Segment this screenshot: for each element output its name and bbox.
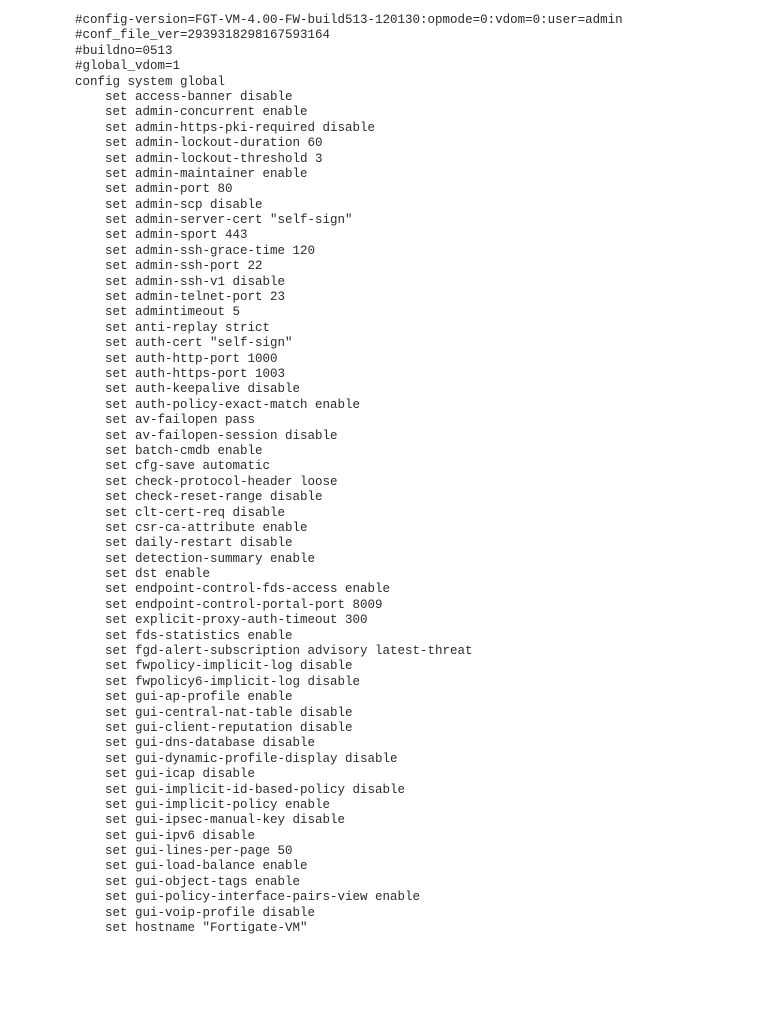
config-setting-line: set admin-concurrent enable — [105, 105, 308, 120]
config-setting-line: set gui-central-nat-table disable — [105, 705, 353, 720]
config-setting-line: set admin-maintainer enable — [105, 166, 308, 181]
config-setting-line: set admin-scp disable — [105, 197, 263, 212]
config-setting-line: set gui-voip-profile disable — [105, 905, 316, 920]
config-setting-line: set endpoint-control-portal-port 8009 — [105, 597, 383, 612]
config-setting-line: set av-failopen pass — [105, 413, 256, 428]
config-setting-line: set admin-server-cert "self-sign" — [105, 213, 353, 228]
config-setting-line: set admin-lockout-duration 60 — [105, 136, 323, 151]
config-listing — [75, 13, 623, 936]
config-setting-line: set daily-restart disable — [105, 536, 293, 551]
config-setting-line: set hostname "Fortigate-VM" — [105, 921, 308, 936]
config-setting-line: set fwpolicy6-implicit-log disable — [105, 674, 361, 689]
config-setting-line: set gui-policy-interface-pairs-view enable — [105, 890, 421, 905]
config-header-comment: #global_vdom=1 — [75, 59, 181, 74]
config-setting-line: set check-reset-range disable — [105, 490, 323, 505]
config-setting-line: set gui-implicit-id-based-policy disable — [105, 782, 406, 797]
config-setting-line: set gui-implicit-policy enable — [105, 797, 331, 812]
config-setting-line: set check-protocol-header loose — [105, 474, 338, 489]
config-setting-line: set admin-ssh-v1 disable — [105, 274, 286, 289]
config-setting-line: set auth-policy-exact-match enable — [105, 397, 361, 412]
config-setting-line: set auth-https-port 1003 — [105, 366, 286, 381]
config-setting-line: set gui-icap disable — [105, 767, 256, 782]
config-header-comment: #config-version=FGT-VM-4.00-FW-build513-120130:opmode=0:vdom=0:user=admin — [75, 13, 623, 27]
config-setting-line: set admin-https-pki-required disable — [105, 120, 376, 135]
config-setting-line: set fds-statistics enable — [105, 628, 293, 643]
config-setting-line: set av-failopen-session disable — [105, 428, 338, 443]
config-setting-line: set gui-dynamic-profile-display disable — [105, 751, 398, 766]
config-setting-line: set gui-ipv6 disable — [105, 828, 256, 843]
config-setting-line: set admintimeout 5 — [105, 305, 241, 320]
config-setting-line: set auth-keepalive disable — [105, 382, 301, 397]
config-setting-line: set cfg-save automatic — [105, 459, 271, 474]
config-setting-line: set detection-summary enable — [105, 551, 316, 566]
config-setting-line: set gui-ap-profile enable — [105, 690, 293, 705]
config-setting-line: set gui-load-balance enable — [105, 859, 308, 874]
config-setting-line: set admin-ssh-grace-time 120 — [105, 243, 316, 258]
config-setting-line: set admin-telnet-port 23 — [105, 290, 286, 305]
config-setting-line: set csr-ca-attribute enable — [105, 520, 308, 535]
config-setting-line: set batch-cmdb enable — [105, 443, 263, 458]
config-setting-line: set explicit-proxy-auth-timeout 300 — [105, 613, 368, 628]
config-setting-line: set gui-dns-database disable — [105, 736, 316, 751]
config-setting-line: set admin-sport 443 — [105, 228, 248, 243]
config-setting-line: set gui-ipsec-manual-key disable — [105, 813, 346, 828]
config-header-comment: #conf_file_ver=2939318298167593164 — [75, 28, 331, 43]
config-setting-line: set clt-cert-req disable — [105, 505, 286, 520]
config-setting-line: set dst enable — [105, 567, 211, 582]
config-setting-line: set gui-lines-per-page 50 — [105, 844, 293, 859]
config-section-header: config system global — [75, 74, 226, 89]
config-setting-line: set admin-ssh-port 22 — [105, 259, 263, 274]
config-setting-line: set gui-client-reputation disable — [105, 720, 353, 735]
config-setting-line: set auth-http-port 1000 — [105, 351, 278, 366]
config-setting-line: set gui-object-tags enable — [105, 874, 301, 889]
config-setting-line: set admin-port 80 — [105, 182, 233, 197]
config-setting-line: set anti-replay strict — [105, 320, 271, 335]
config-setting-line: set auth-cert "self-sign" — [105, 336, 293, 351]
config-setting-line: set fgd-alert-subscription advisory latest-threat — [105, 644, 473, 659]
config-setting-line: set fwpolicy-implicit-log disable — [105, 659, 353, 674]
config-setting-line: set access-banner disable — [105, 89, 293, 104]
config-header-comment: #buildno=0513 — [75, 43, 173, 58]
config-setting-line: set endpoint-control-fds-access enable — [105, 582, 391, 597]
config-setting-line: set admin-lockout-threshold 3 — [105, 151, 323, 166]
